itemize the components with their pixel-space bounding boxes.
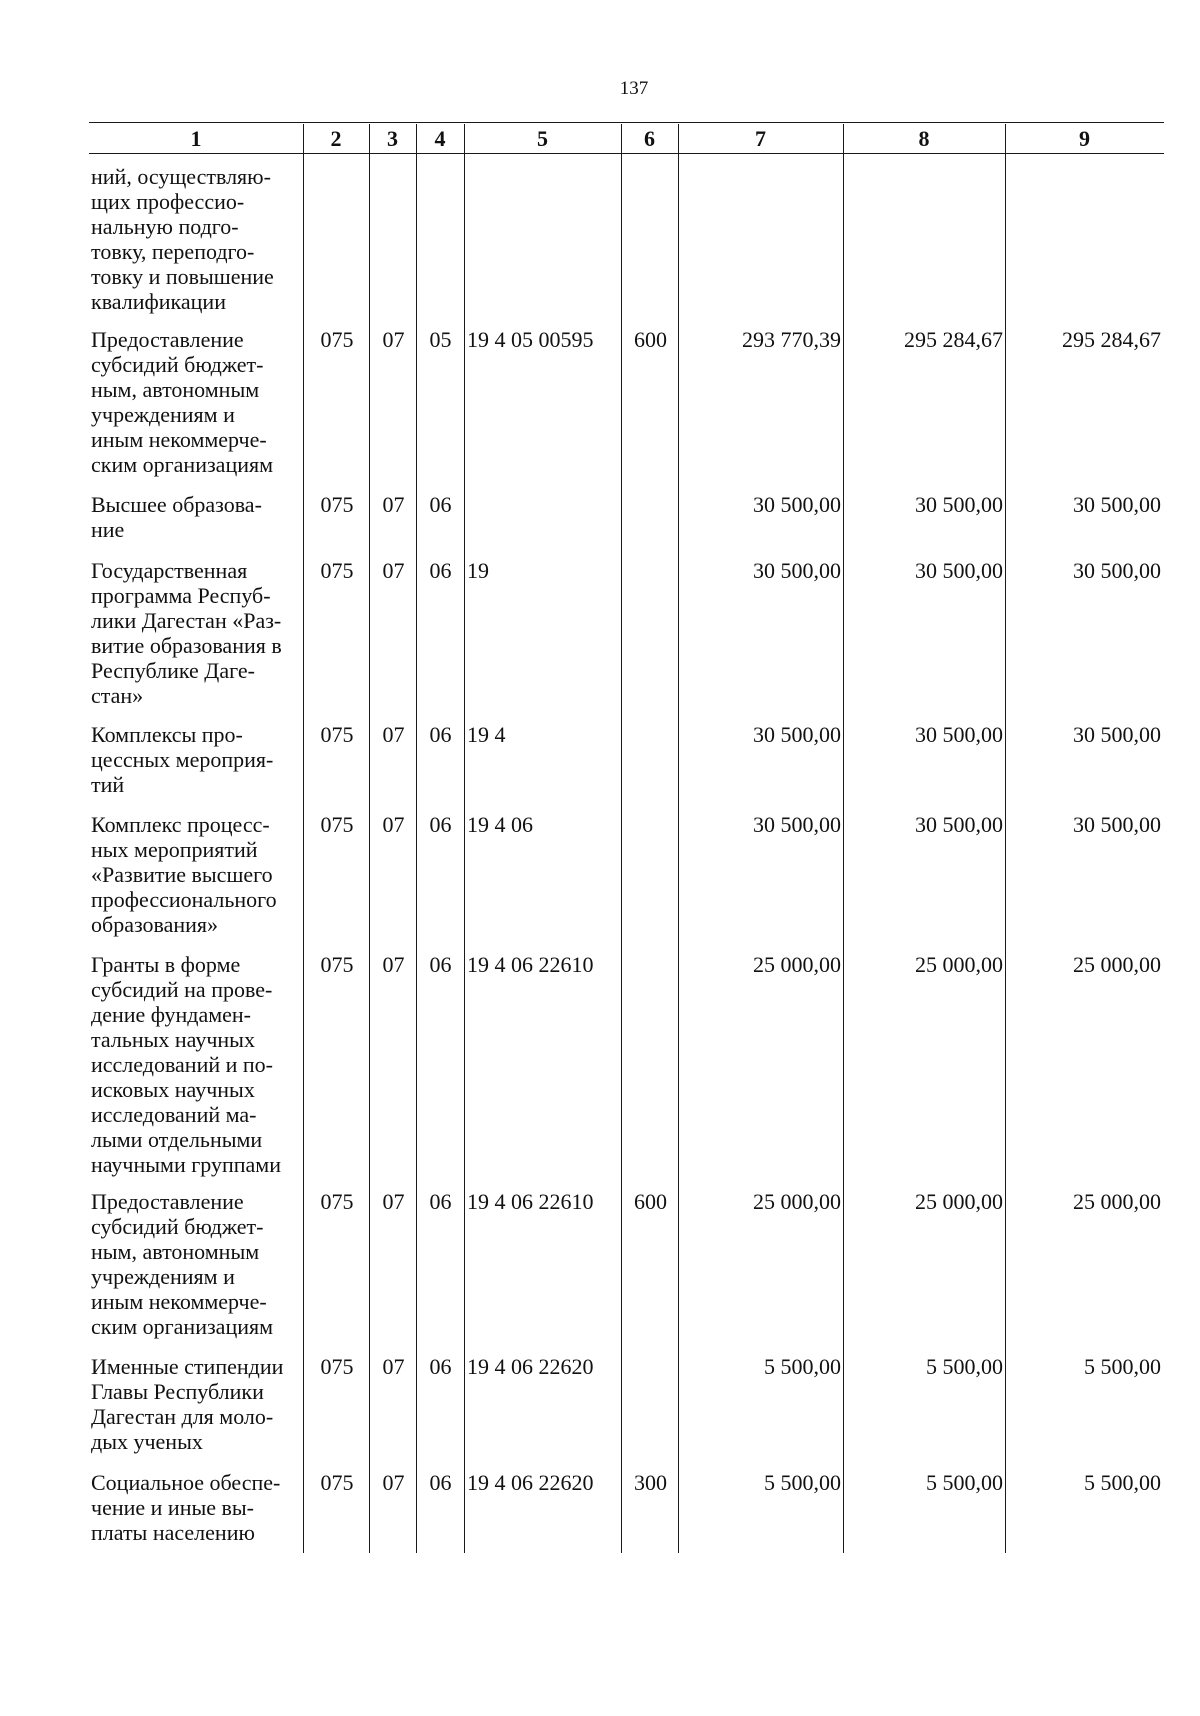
cell-col-9: 30 500,00 [1073, 558, 1161, 583]
cell-col-9: 25 000,00 [1073, 952, 1161, 977]
header-cell: 1 [190, 126, 202, 151]
cell-col-9: 30 500,00 [1073, 722, 1161, 747]
row-name: Комплекс процесс- ных мероприятий «Развитие высшего профессионального образования» [91, 812, 277, 937]
cell-col-2: 075 [320, 952, 354, 977]
cell-col-2: 075 [320, 722, 354, 747]
cell-col-2: 075 [320, 327, 354, 352]
header-cell: 5 [537, 126, 548, 151]
cell-col-3: 07 [382, 558, 405, 583]
cell-col-9: 295 284,67 [1062, 327, 1161, 352]
column-rule [843, 124, 844, 1553]
cell-col-4: 06 [429, 1470, 452, 1495]
cell-col-5: 19 4 06 22620 [467, 1354, 594, 1379]
cell-col-2: 075 [320, 1354, 354, 1379]
column-rule [464, 124, 465, 1553]
header-cell: 8 [918, 126, 930, 151]
cell-col-4: 06 [429, 722, 452, 747]
column-rule [678, 124, 679, 1553]
cell-col-9: 30 500,00 [1073, 812, 1161, 837]
row-name: Социальное обеспе- чение и иные вы- платы населению [91, 1470, 281, 1545]
cell-col-7: 5 500,00 [764, 1470, 841, 1495]
cell-col-7: 30 500,00 [753, 812, 841, 837]
cell-col-7: 25 000,00 [753, 1189, 841, 1214]
row-name: Предоставление субсидий бюджет- ным, автономным учреждениям и иным некоммерче- ским организациям [91, 1189, 274, 1339]
cell-col-3: 07 [382, 952, 405, 977]
cell-col-5: 19 4 06 22610 [467, 1189, 594, 1214]
cell-col-9: 25 000,00 [1073, 1189, 1161, 1214]
cell-col-4: 05 [429, 327, 452, 352]
column-rule [621, 124, 622, 1553]
cell-col-2: 075 [320, 812, 354, 837]
cell-col-2: 075 [320, 492, 354, 517]
cell-col-3: 07 [382, 327, 405, 352]
row-name: Государственная программа Респуб- лики Дагестан «Раз- витие образования в Республике Даге- стан» [91, 558, 282, 708]
cell-col-3: 07 [382, 722, 405, 747]
column-rule [303, 124, 304, 1553]
cell-col-9: 30 500,00 [1073, 492, 1161, 517]
header-cell: 6 [644, 126, 655, 151]
cell-col-7: 293 770,39 [742, 327, 841, 352]
row-name: Высшее образова- ние [91, 492, 262, 542]
cell-col-3: 07 [382, 812, 405, 837]
cell-col-8: 30 500,00 [915, 812, 1003, 837]
row-name: Гранты в форме субсидий на прове- дение фундамен- тальных научных исследований и по- исковых научных исследований ма- лыми отдельными научными группами [91, 952, 281, 1177]
row-name: Комплексы про- цессных мероприя- тий [91, 722, 274, 797]
cell-col-8: 295 284,67 [904, 327, 1003, 352]
cell-col-5: 19 4 06 22620 [467, 1470, 594, 1495]
cell-col-6: 600 [634, 1189, 667, 1214]
header-cell: 3 [387, 126, 398, 151]
cell-col-2: 075 [320, 558, 354, 583]
cell-col-3: 07 [382, 492, 405, 517]
cell-col-5: 19 [467, 558, 489, 583]
cell-col-7: 30 500,00 [753, 722, 841, 747]
cell-col-5: 19 4 05 00595 [467, 327, 594, 352]
cell-col-7: 30 500,00 [753, 558, 841, 583]
column-rule [416, 124, 417, 1553]
row-name: Именные стипендии Главы Республики Дагестан для моло- дых ученых [91, 1354, 284, 1454]
cell-col-3: 07 [382, 1354, 405, 1379]
cell-col-2: 075 [320, 1189, 354, 1214]
header-cell: 7 [755, 126, 766, 151]
cell-col-2: 075 [320, 1470, 354, 1495]
cell-col-7: 25 000,00 [753, 952, 841, 977]
cell-col-5: 19 4 06 [467, 812, 533, 837]
cell-col-4: 06 [429, 558, 452, 583]
cell-col-4: 06 [429, 492, 452, 517]
cell-col-8: 5 500,00 [926, 1470, 1003, 1495]
cell-col-8: 5 500,00 [926, 1354, 1003, 1379]
header-cell: 9 [1079, 126, 1090, 151]
cell-col-8: 30 500,00 [915, 492, 1003, 517]
cell-col-4: 06 [429, 1189, 452, 1214]
cell-col-6: 600 [634, 327, 667, 352]
page-number: 137 [619, 78, 649, 99]
header-cell: 2 [330, 126, 342, 151]
cell-col-4: 06 [429, 1354, 452, 1379]
table-top-rule [89, 122, 1164, 123]
cell-col-4: 06 [429, 952, 452, 977]
cell-col-3: 07 [382, 1470, 405, 1495]
row-name: ний, осуществляю- щих профессио- нальную подго- товку, переподго- товку и повышение квалификации [91, 164, 274, 314]
cell-col-5: 19 4 06 22610 [467, 952, 594, 977]
cell-col-9: 5 500,00 [1084, 1470, 1161, 1495]
cell-col-3: 07 [382, 1189, 405, 1214]
cell-col-6: 300 [634, 1470, 667, 1495]
cell-col-8: 25 000,00 [915, 952, 1003, 977]
column-rule [369, 124, 370, 1553]
header-cell: 4 [434, 126, 446, 151]
cell-col-7: 5 500,00 [764, 1354, 841, 1379]
cell-col-8: 30 500,00 [915, 558, 1003, 583]
header-bottom-rule [89, 153, 1164, 154]
column-rule [1005, 124, 1006, 1553]
cell-col-7: 30 500,00 [753, 492, 841, 517]
row-name: Предоставление субсидий бюджет- ным, автономным учреждениям и иным некоммерче- ским организациям [91, 327, 274, 477]
cell-col-8: 25 000,00 [915, 1189, 1003, 1214]
cell-col-4: 06 [429, 812, 452, 837]
cell-col-9: 5 500,00 [1084, 1354, 1161, 1379]
cell-col-5: 19 4 [467, 722, 506, 747]
cell-col-8: 30 500,00 [915, 722, 1003, 747]
